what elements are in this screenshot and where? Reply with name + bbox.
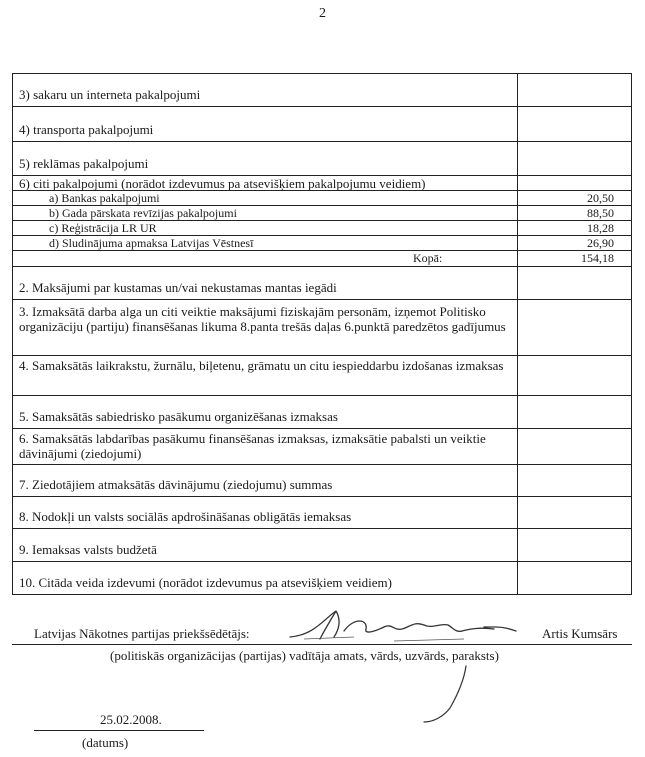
table-row bbox=[13, 497, 631, 529]
signature-flourish bbox=[420, 664, 480, 726]
sub-item-label: a) Bankas pakalpojumi bbox=[49, 191, 160, 205]
page-number: 2 bbox=[319, 6, 326, 21]
row-label: 5. Samaksātās sabiedrisko pasākumu organizēšanas izmaksas bbox=[19, 409, 338, 424]
table-row bbox=[13, 429, 631, 465]
row-label: 3. Izmaksātā darba alga un citi veiktie maksājumi fiziskajām personām, izņemot Politisko organizāciju (partiju) finansēšanas likuma 8.panta trešās daļas 6.punktā paredzētos gadījumus bbox=[19, 304, 506, 334]
row-label: 6) citi pakalpojumi (norādot izdevumus pa atsevišķiem pakalpojumu veidiem) bbox=[19, 176, 426, 191]
sub-item-label: b) Gada pārskata revīzijas pakalpojumi bbox=[49, 206, 237, 220]
sub-item-label: c) Reģistrācija LR UR bbox=[49, 221, 157, 235]
row-label: 10. Citāda veida izdevumi (norādot izdevumus pa atsevišķiem veidiem) bbox=[19, 575, 392, 590]
row-label: 4. Samaksātās laikrakstu, žurnālu, biļetenu, grāmatu un citu iespieddarbu izdošanas izmaksas bbox=[19, 358, 504, 373]
expenses-table bbox=[12, 73, 632, 595]
date-line bbox=[34, 730, 204, 731]
position-label: Latvijas Nākotnes partijas priekšsēdētājs: bbox=[34, 626, 250, 641]
sub-item-value: 26,90 bbox=[587, 236, 614, 250]
row-label: 8. Nodokļi un valsts sociālās apdrošināšanas obligātās iemaksas bbox=[19, 509, 352, 524]
sub-item-value: 20,50 bbox=[587, 191, 614, 205]
signature-caption: (politiskās organizācijas (partijas) vadītāja amats, vārds, uzvārds, paraksts) bbox=[110, 648, 499, 663]
row-label: 5) reklāmas pakalpojumi bbox=[19, 156, 149, 171]
sub-item-value: 88,50 bbox=[587, 206, 614, 220]
table-row bbox=[13, 142, 631, 176]
sub-item-label: d) Sludinājuma apmaksa Latvijas Vēstnesī bbox=[49, 236, 254, 250]
sub-item-row bbox=[13, 236, 631, 251]
table-row bbox=[13, 74, 631, 107]
table-row bbox=[13, 396, 631, 429]
total-value: 154,18 bbox=[581, 251, 614, 265]
total-label: Kopā: bbox=[413, 251, 443, 265]
date-value: 25.02.2008. bbox=[100, 712, 162, 727]
date-caption: (datums) bbox=[82, 735, 129, 750]
sub-item-row bbox=[13, 206, 631, 221]
signer-name: Artis Kumsārs bbox=[542, 626, 618, 641]
row-label: 4) transporta pakalpojumi bbox=[19, 122, 154, 137]
sub-item-row bbox=[13, 221, 631, 236]
row-label: 3) sakaru un interneta pakalpojumi bbox=[19, 87, 201, 102]
row-label: 2. Maksājumi par kustamas un/vai nekustamas mantas iegādi bbox=[19, 280, 337, 295]
row-label: 6. Samaksātās labdarības pasākumu finansēšanas izmaksas, izmaksātie pabalsti un veiktie dāvinājumi (ziedojumi) bbox=[19, 431, 486, 461]
table-row bbox=[13, 529, 631, 562]
row-label: 9. Iemaksas valsts budžetā bbox=[19, 542, 157, 557]
table-row bbox=[13, 107, 631, 142]
table-row bbox=[13, 465, 631, 497]
total-row bbox=[13, 251, 631, 267]
sub-item-row bbox=[13, 191, 631, 206]
sub-item-value: 18,28 bbox=[587, 221, 614, 235]
table-row-other-services bbox=[13, 176, 631, 191]
table-row bbox=[13, 300, 631, 356]
table-row bbox=[13, 267, 631, 300]
row-label: 7. Ziedotājiem atmaksātās dāvinājumu (ziedojumu) summas bbox=[19, 477, 333, 492]
table-row bbox=[13, 356, 631, 396]
signature-line bbox=[12, 644, 632, 645]
handwritten-signature bbox=[284, 607, 524, 647]
table-row bbox=[13, 562, 631, 594]
